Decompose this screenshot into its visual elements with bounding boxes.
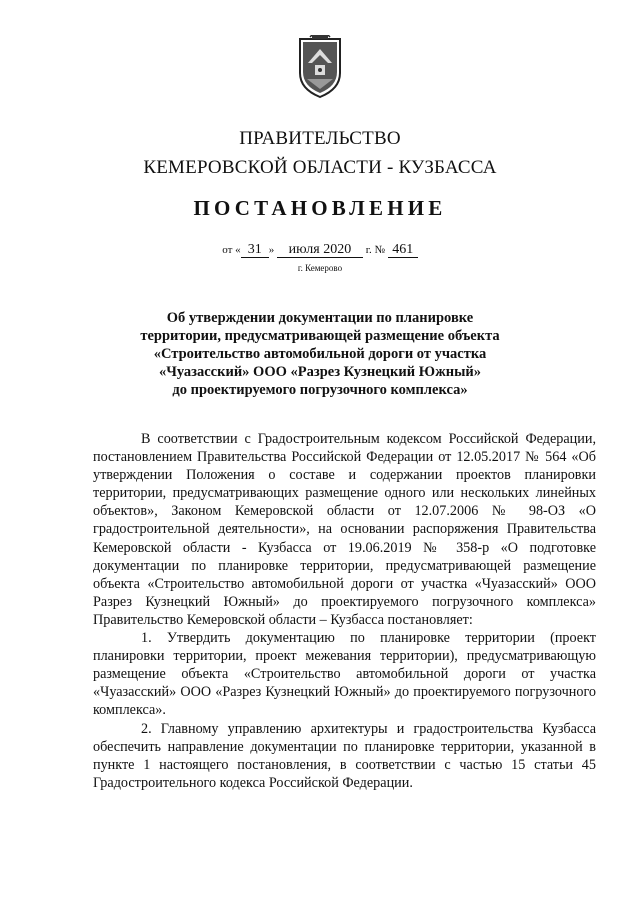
- document-type-heading: ПОСТАНОВЛЕНИЕ: [193, 196, 447, 220]
- title-line: Об утверждении документации по планировке: [166, 310, 474, 326]
- number-label: №: [374, 244, 385, 256]
- preamble-paragraph: В соответствии с Градостроительным кодексом Российской Федерации, постановлением Правительства Российской Федерации от 12.05.2017 № 564 «Об утверждении Положения о составе и содержании проектов планировки территории, предусматривающих размещение одного или нескольких линейных объектов», Законом Кемеровской области от 12.07.2006 № 98-ОЗ «О градостроительной деятельности», на основании распоряжения Правительства Кемеровской области - Кузбасса от 19.06.2019 № 358-р «О подготовке документации по планировке территории, предусматривающей размещение объекта «Строительство автомобильной дороги от участка «Чуазасский» ООО Разрез Кузнецкий Южный» до проектируемого погрузочного комплекса» Правительство Кемеровской области – Кузбасса постановляет:: [93, 431, 596, 628]
- date-number-line: [0, 243, 640, 258]
- coat-of-arms-icon: [296, 35, 344, 99]
- clause-1-paragraph: 1. Утвердить документацию по планировке территории (проект планировки территории, проект межевания территории), предусматривающую размещение объекта «Строительство автомобильной дороги от участка «Чуазасский» ООО «Разрез Кузнецкий Южный» до проектируемого погрузочного комплекса».: [93, 630, 596, 719]
- title-line: «Чуазасский» ООО «Разрез Кузнецкий Южный»: [158, 364, 482, 380]
- title-line: до проектируемого погрузочного комплекса»: [172, 382, 468, 398]
- government-title-line2: КЕМЕРОВСКОЙ ОБЛАСТИ - КУЗБАССА: [143, 157, 497, 178]
- document-body: [93, 430, 596, 792]
- date-month-year: июля 2020: [277, 243, 363, 258]
- government-title-line1: ПРАВИТЕЛЬСТВО: [239, 128, 401, 149]
- clause-2-paragraph: 2. Главному управлению архитектуры и градостроительства Кузбасса обеспечить направление документации по планировке территории, указанной в пункте 1 настоящего постановления, в соответствии с частью 15 статьи 45 Градостроительного кодекса Российской Федерации.: [93, 720, 596, 791]
- date-day: 31: [241, 243, 269, 258]
- title-line: «Строительство автомобильной дороги от участка: [153, 346, 487, 362]
- document-number: 461: [388, 243, 418, 258]
- date-year-suffix: г.: [365, 244, 372, 256]
- date-prefix: от «: [222, 244, 241, 256]
- document-title: [130, 309, 510, 399]
- title-line: территории, предусматривающей размещение объекта: [140, 328, 500, 344]
- city-label: г. Кемерово: [297, 263, 343, 273]
- date-mid: »: [268, 244, 275, 256]
